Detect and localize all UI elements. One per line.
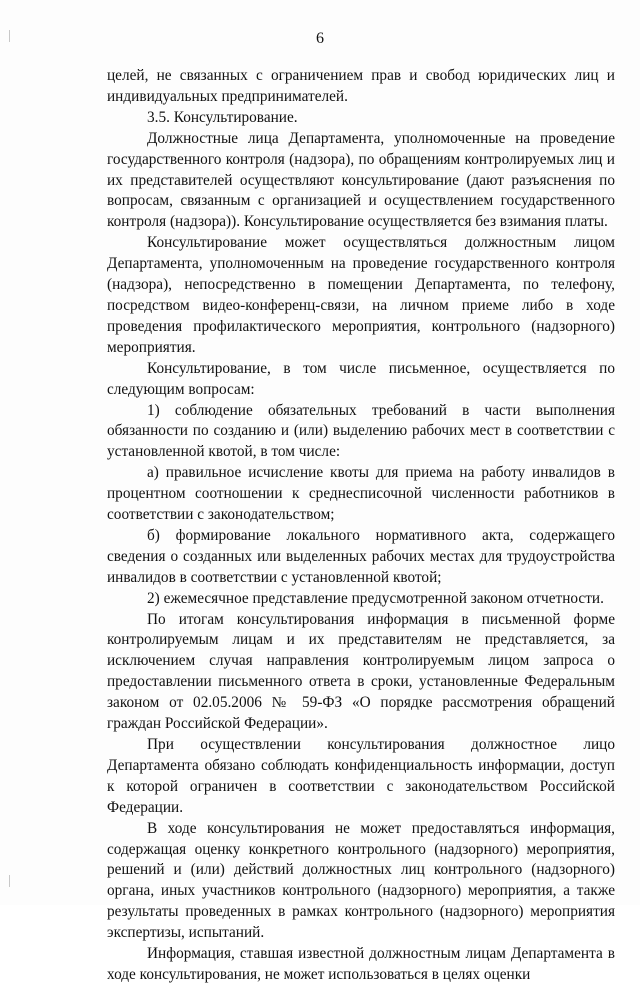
paragraph: По итогам консультирования информация в письменной форме контролируемым лицам и их представителям не представляется, за исключением случая направления контролируемым лицом запроса о предоставлении письменного ответа в сроки, установленные Федеральным законом от 02.05.2006 № 59-ФЗ «О порядке рассмотрения обращений граждан Российской Федерации».	[107, 610, 615, 733]
paragraph-continuation: целей, не связанных с ограничением прав и свобод юридических лиц и индивидуальных предпринимателей.	[107, 67, 615, 105]
scan-edge-mark	[9, 875, 10, 887]
paragraph: В ходе консультирования не может предоставляться информация, содержащая оценку конкретного контрольного (надзорного) мероприятия, решений и (или) действий должностных лиц контрольного (надзорного) органа, иных участников контрольного (надзорного) мероприятия, а также результаты проведенных в рамках контрольного (надзорного) мероприятия экспертизы, испытаний.	[107, 819, 615, 942]
list-item: 2) ежемесячное представление предусмотренной законом отчетности.	[147, 589, 604, 607]
section-heading-3-5: 3.5. Консультирование.	[147, 108, 298, 126]
paragraph: Консультирование, в том числе письменное, осуществляется по следующим вопросам:	[107, 359, 615, 398]
list-item: а) правильное исчисление квоты для приема на работу инвалидов в процентном соотношении к среднесписочной численности работников в соответствии с законодательством;	[107, 464, 615, 524]
paragraph: При осуществлении консультирования должностное лицо Департамента обязано соблюдать конфиденциальность информации, доступ к которой ограничен в соответствии с законодательством Российской Федерации.	[107, 736, 615, 816]
list-item: 1) соблюдение обязательных требований в части выполнения обязанности по созданию и (или) выделению рабочих мест в соответствии с установленной квотой, в том числе:	[107, 401, 615, 461]
paragraph: Должностные лица Департамента, уполномоченные на проведение государственного контроля (надзора), по обращениям контролируемых лиц и их представителей осуществляют консультирование (дают разъяснения по вопросам, связанным с организацией и осуществлением государственного контроля (надзора)). Консультирование осуществляется без взимания платы.	[107, 129, 615, 231]
document-body	[107, 66, 615, 986]
page-number: 6	[316, 30, 324, 47]
list-item: б) формирование локального нормативного акта, содержащего сведения о созданных или выделенных рабочих местах для трудоустройства инвалидов в соответствии с установленной квотой;	[107, 526, 615, 586]
paragraph: Информация, ставшая известной должностным лицам Департамента в ходе консультирования, не может использоваться в целях оценки	[107, 945, 615, 983]
paragraph: Консультирование может осуществляться должностным лицом Департамента, уполномоченным на проведение государственного контроля (надзора), непосредственно в помещении Департамента, по телефону, посредством видео-конференц-связи, на личном приеме либо в ходе проведения профилактического мероприятия, контрольного (надзорного) мероприятия.	[107, 234, 615, 356]
